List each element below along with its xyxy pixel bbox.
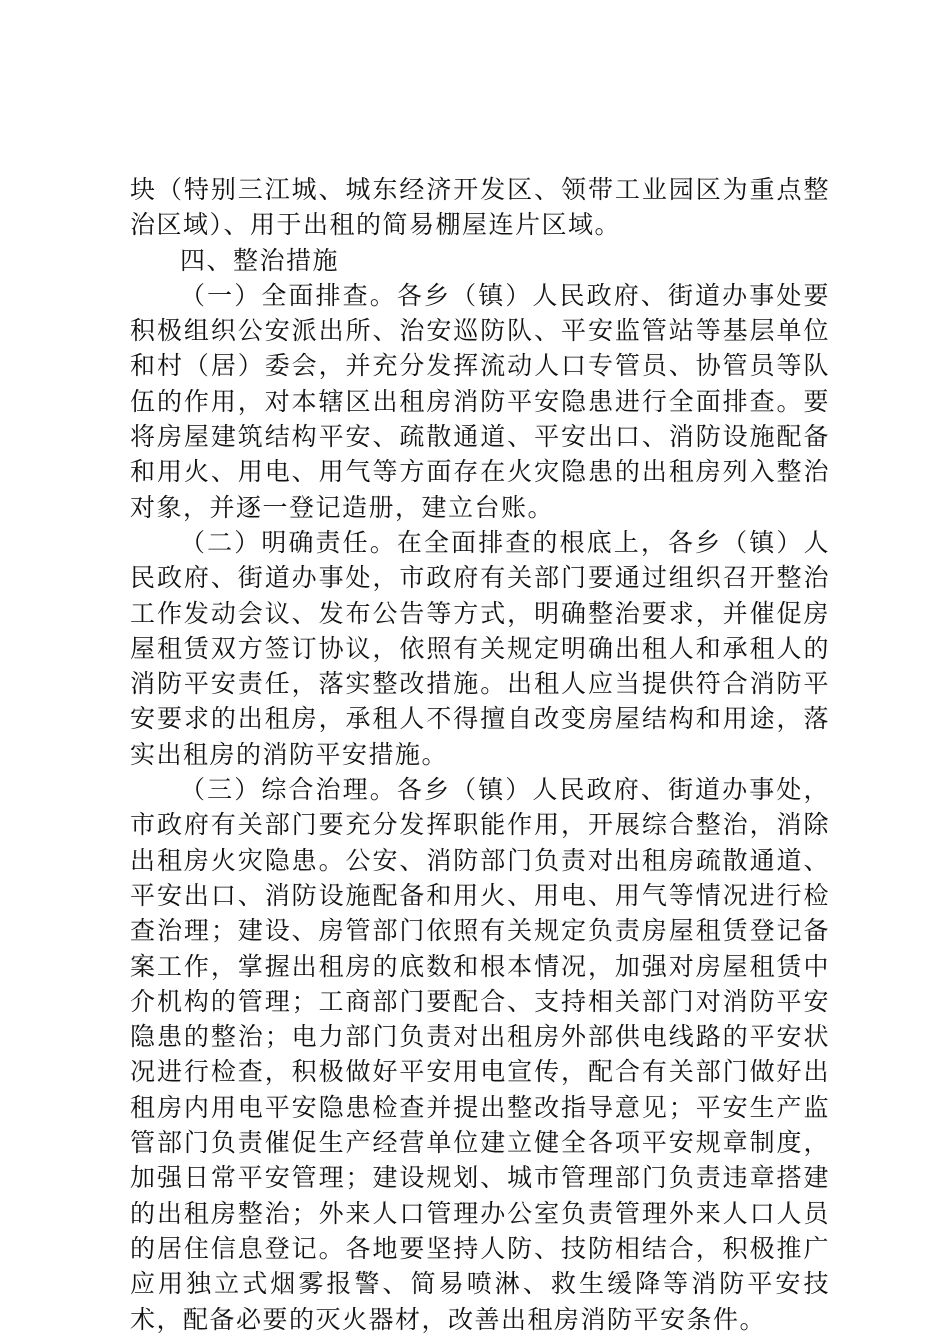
- paragraph-comprehensive-governance: （三）综合治理。各乡（镇）人民政府、街道办事处，市政府有关部门要充分发挥职能作用，开展综合整治，消除出租房火灾隐患。公安、消防部门负责对出租房疏散通道、平安出口、消防设施配备和用火、用电、用气等情况进行检查治理；建设、房管部门依照有关规定负责房屋租赁登记备案工作，掌握出租房的底数和根本情况，加强对房屋租赁中介机构的管理；工商部门要配合、支持相关部门对消防平安隐患的整治；电力部门负责对出租房外部供电线路的平安状况进行检查，积极做好平安用电宣传，配合有关部门做好出租房内用电平安隐患检查并提出整改指导意见；平安生产监管部门负责催促生产经营单位建立健全各项平安规章制度，加强日常平安管理；建设规划、城市管理部门负责违章搭建的出租房整治；外来人口管理办公室负责管理外来人口人员的居住信息登记。各地要坚持人防、技防相结合，积极推广应用独立式烟雾报警、简易喷淋、救生缓降等消防平安技术，配备必要的灭火器材，改善出租房消防平安条件。: [130, 775, 830, 1334]
- paragraph-clarify-responsibility: （二）明确责任。在全面排查的根底上，各乡（镇）人民政府、街道办事处，市政府有关部门要通过组织召开整治工作发动会议、发布公告等方式，明确整治要求，并催促房屋租赁双方签订协议，依照有关规定明确出租人和承租人的消防平安责任，落实整改措施。出租人应当提供符合消防平安要求的出租房，承租人不得擅自改变房屋结构和用途，落实出租房的消防平安措施。: [130, 527, 830, 769]
- paragraph-continuation: 块（特别三江城、城东经济开发区、领带工业园区为重点整治区域）、用于出租的简易棚屋连片区域。: [130, 175, 830, 240]
- section-heading-measures: 四、整治措施: [180, 245, 340, 275]
- paragraph-comprehensive-inspection: （一）全面排查。各乡（镇）人民政府、街道办事处要积极组织公安派出所、治安巡防队、平安监管站等基层单位和村（居）委会，并充分发挥流动人口专管员、协管员等队伍的作用，对本辖区出租房消防平安隐患进行全面排查。要将房屋建筑结构平安、疏散通道、平安出口、消防设施配备和用火、用电、用气等方面存在火灾隐患的出租房列入整治对象，并逐一登记造册，建立台账。: [130, 280, 830, 522]
- document-body: [130, 172, 830, 1337]
